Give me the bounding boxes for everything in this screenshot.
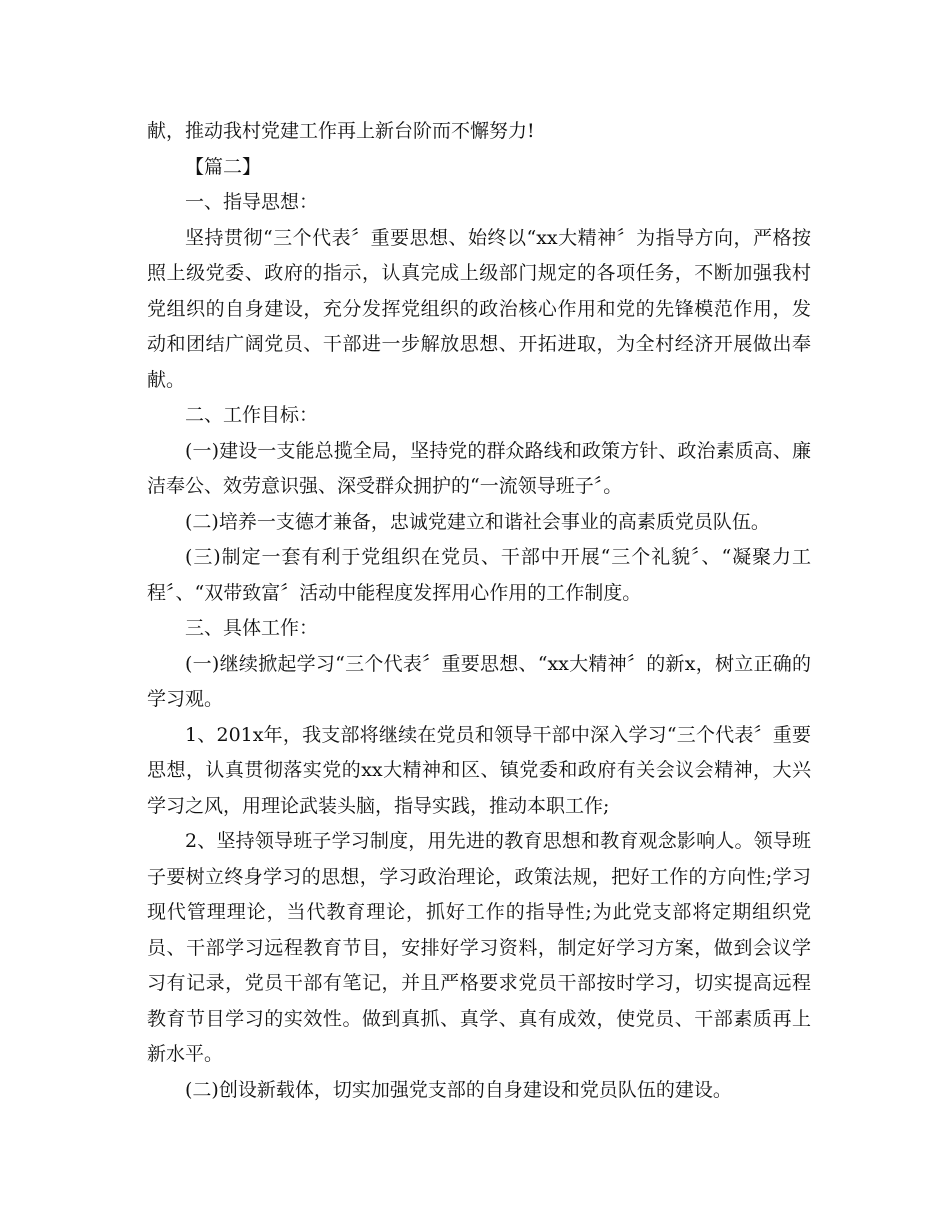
paragraph-goal-1: (一)建设一支能总揽全局，坚持党的群众路线和政策方针、政治素质高、廉洁奉公、效劳意识强、深受群众拥护的“一流领导班子〞。: [147, 439, 811, 497]
paragraph-work-1: (一)继续掀起学习“三个代表〞重要思想、“xx大精神〞的新x，树立正确的学习观。: [147, 652, 811, 710]
paragraph-continuation: 献，推动我村党建工作再上新台阶而不懈努力!: [147, 120, 535, 142]
paragraph-work-1-item-1: 1、201x年，我支部将继续在党员和领导干部中深入学习“三个代表〞重要思想，认真贯彻落实党的xx大精神和区、镇党委和政府有关会议会精神，大兴学习之风，用理论武装头脑，指导实践，推动本职工作;: [147, 723, 811, 817]
paragraph-work-2: (二)创设新载体，切实加强党支部的自身建设和党员队伍的建设。: [185, 1078, 732, 1101]
heading-specific-work: 三、具体工作：: [185, 617, 319, 639]
paragraph-goal-3: (三)制定一套有利于党组织在党员、干部中开展“三个礼貌〞、“凝聚力工程〞、“双带致富〞活动中能程度发挥用心作用的工作制度。: [147, 546, 811, 604]
heading-guiding-ideology: 一、指导思想：: [185, 191, 319, 213]
document-body: [147, 114, 811, 1108]
paragraph-goal-2: (二)培养一支德才兼备，忠诚党建立和谐社会事业的高素质党员队伍。: [185, 510, 770, 533]
paragraph-guiding-ideology: 坚持贯彻“三个代表〞重要思想、始终以“xx大精神〞为指导方向，严格按照上级党委、政府的指示，认真完成上级部门规定的各项任务，不断加强我村党组织的自身建设，充分发挥党组织的政治核心作用和党的先锋模范作用，发动和团结广阔党员、干部进一步解放思想、开拓进取，为全村经济开展做出奉献。: [147, 226, 811, 391]
heading-work-goals: 二、工作目标：: [185, 404, 319, 426]
paragraph-work-1-item-2: 2、坚持领导班子学习制度，用先进的教育思想和教育观念影响人。领导班子要树立终身学习的思想，学习政治理论，政策法规，把好工作的方向性;学习现代管理理论，当代教育理论，抓好工作的指导性;为此党支部将定期组织党员、干部学习远程教育节目，安排好学习资料，制定好学习方案，做到会议学习有记录，党员干部有笔记，并且严格要求党员干部按时学习，切实提高远程教育节目学习的实效性。做到真抓、真学、真有成效，使党员、干部素质再上新水平。: [147, 830, 811, 1065]
section-heading-part-two: 【篇二】: [185, 155, 262, 178]
